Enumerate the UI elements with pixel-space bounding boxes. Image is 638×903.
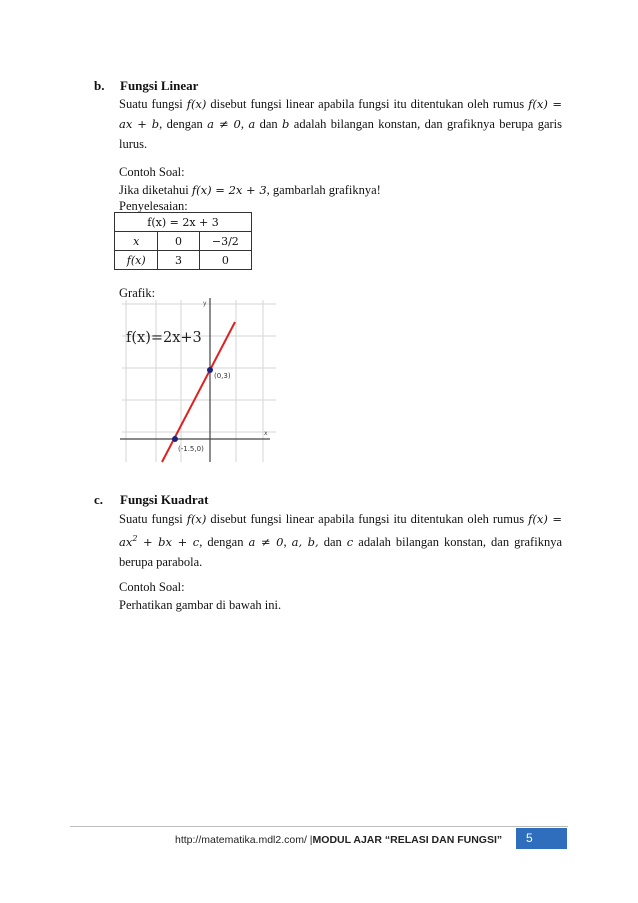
table-cell: 3 xyxy=(158,251,199,270)
text: Suatu fungsi xyxy=(119,97,187,111)
section-b-definition xyxy=(119,94,562,154)
formula-part: f(x) = ax xyxy=(119,512,562,549)
grid xyxy=(122,300,276,462)
text: disebut fungsi linear apabila fungsi itu ditentukan oleh rumus xyxy=(206,512,529,526)
text: dan xyxy=(255,117,283,131)
x-axis-label: x xyxy=(264,430,268,437)
formula-part: + bx + c xyxy=(137,534,200,549)
graph-label: Grafik: xyxy=(119,286,156,300)
text: Jika diketahui xyxy=(119,183,192,197)
example-label-b: Contoh Soal: xyxy=(119,165,185,179)
point-x-intercept xyxy=(172,436,178,442)
section-c-definition xyxy=(119,509,562,572)
section-c-title: Fungsi Kuadrat xyxy=(120,492,209,507)
section-b-heading xyxy=(94,78,198,94)
table-row xyxy=(115,251,252,270)
page-number: 5 xyxy=(516,828,567,849)
section-c-letter: c. xyxy=(94,492,104,507)
point-x-intercept-label: (-1.5,0) xyxy=(178,445,204,453)
text: dan xyxy=(318,534,347,549)
math-fx: f(x) xyxy=(186,512,207,526)
section-b-title: Fungsi Linear xyxy=(120,78,199,93)
text: , dengan xyxy=(159,117,208,131)
text: disebut fungsi linear apabila fungsi itu ditentukan oleh rumus xyxy=(206,97,529,111)
text: adalah bilangan konstan, dan grafiknya berupa garis lurus. xyxy=(119,117,562,151)
math-var: b xyxy=(282,117,290,131)
footer-separator: | xyxy=(306,834,313,846)
text: , gambarlah grafiknya! xyxy=(266,183,381,197)
value-table xyxy=(114,212,252,270)
table-cell: x xyxy=(115,232,158,251)
table-row xyxy=(115,232,252,251)
math-fx: f(x) xyxy=(186,97,207,111)
solution-label: Penyelesaian: xyxy=(119,199,188,213)
math-var: a xyxy=(248,117,256,131)
table-cell: 0 xyxy=(199,251,251,270)
math-var: a, b, xyxy=(291,534,319,549)
math-condition: a ≠ 0 xyxy=(248,534,284,549)
footer-module-title: MODUL AJAR “RELASI DAN FUNGSI” xyxy=(312,834,503,846)
text: , xyxy=(283,534,292,549)
point-y-intercept xyxy=(207,367,213,373)
footer-rule xyxy=(70,826,568,827)
math-var: c xyxy=(346,534,354,549)
table-header-row xyxy=(115,213,252,232)
footer xyxy=(175,834,502,846)
point-y-intercept-label: (0,3) xyxy=(214,372,231,380)
table-header: f(x) = 2x + 3 xyxy=(115,213,252,232)
graph-title: f(x)=2x+3 xyxy=(126,330,202,346)
math-condition: a ≠ 0 xyxy=(207,117,241,131)
table-cell: 0 xyxy=(158,232,199,251)
example-label-c: Contoh Soal: xyxy=(119,580,185,594)
y-axis-label: y xyxy=(203,300,207,307)
example-text-c: Perhatikan gambar di bawah ini. xyxy=(119,598,282,612)
math-formula: f(x) = ax + b xyxy=(119,97,562,131)
table-cell: f(x) xyxy=(115,251,158,270)
text: , dengan xyxy=(199,534,249,549)
text: Suatu fungsi xyxy=(119,512,187,526)
text: , xyxy=(240,117,249,131)
text: adalah bilangan konstan, dan grafiknya berupa parabola. xyxy=(119,534,562,569)
table-cell: −3/2 xyxy=(199,232,251,251)
math-formula: f(x) = 2x + 3 xyxy=(191,183,267,197)
section-c-heading xyxy=(94,492,209,508)
linear-graph xyxy=(118,296,278,464)
footer-url: http://matematika.mdl2.com/ xyxy=(175,834,307,846)
formula-exponent: 2 xyxy=(132,534,138,543)
section-b-letter: b. xyxy=(94,78,105,93)
